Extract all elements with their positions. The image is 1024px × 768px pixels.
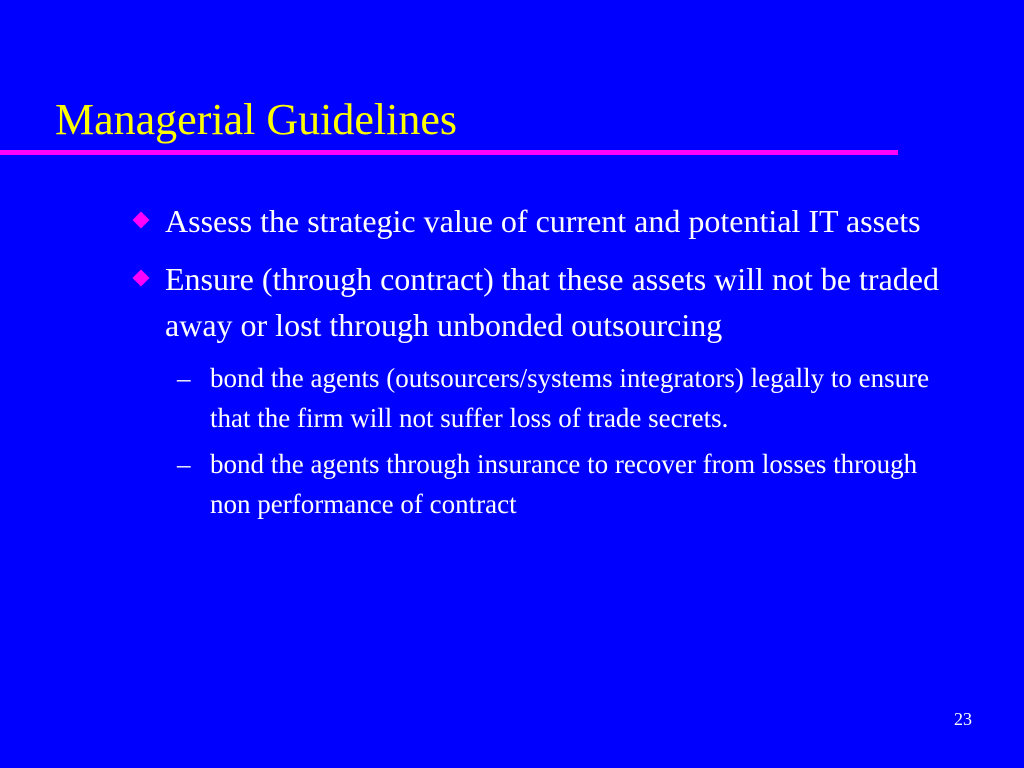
slide-title: Managerial Guidelines: [55, 95, 457, 144]
bullet-item: [130, 198, 990, 244]
bullet-text: Ensure (through contract) that these assets will not be traded away or lost through unbonded outsourcing: [165, 261, 939, 343]
sub-bullet-text: bond the agents through insurance to recover from losses through non performance of contract: [210, 449, 918, 519]
title-underline: [0, 150, 898, 155]
sub-bullet-item: [130, 358, 930, 438]
page-number: 23: [954, 709, 972, 729]
bullet-text: Assess the strategic value of current and potential IT assets: [165, 203, 921, 239]
sub-bullet-item: [130, 444, 930, 524]
diamond-bullet-icon: [133, 270, 150, 287]
diamond-bullet-icon: [133, 212, 150, 229]
slide-content: [130, 198, 990, 532]
dash-marker: –: [177, 449, 191, 479]
dash-marker: –: [177, 363, 191, 393]
bullet-item: [130, 256, 990, 348]
sub-bullet-text: bond the agents (outsourcers/systems integrators) legally to ensure that the firm will not suffer loss of trade secrets.: [210, 363, 930, 433]
